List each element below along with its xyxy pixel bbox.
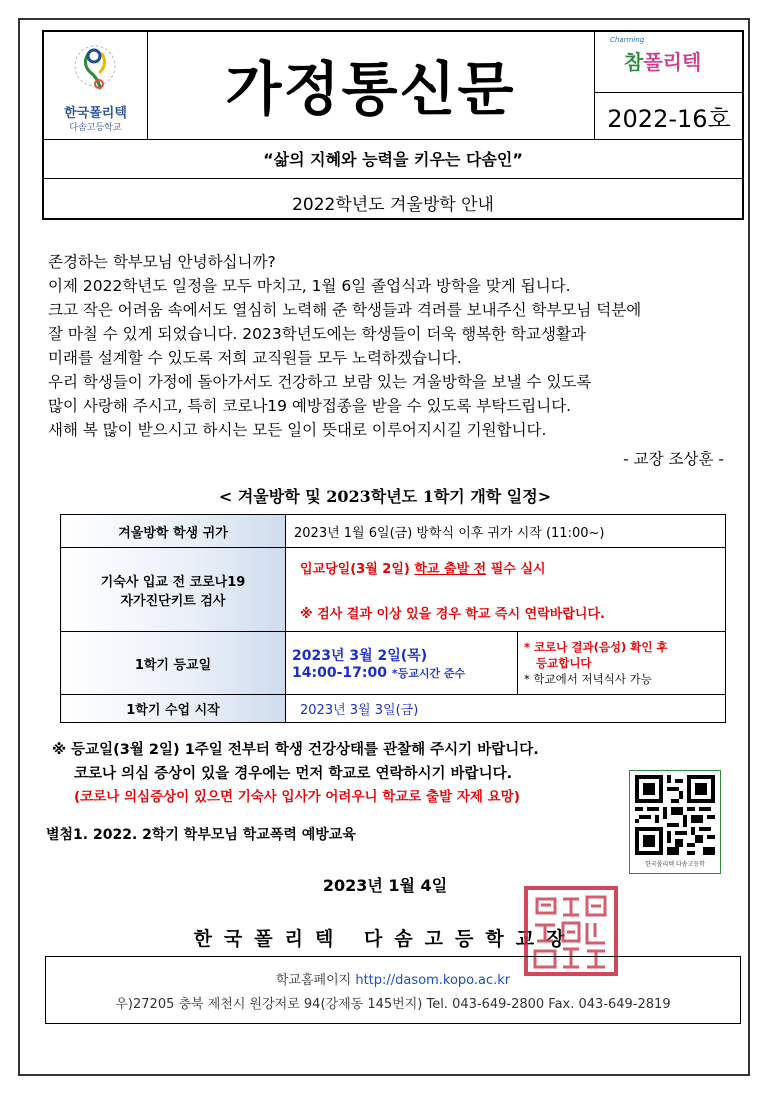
- principal-signature: - 교장 조상훈 -: [623, 450, 724, 468]
- logo-name: 한국폴리텍: [64, 106, 127, 121]
- letter-line: 이제 2022학년도 일정을 모두 마치고, 1월 6일 졸업식과 방학을 맞게 됩니다.: [48, 277, 571, 295]
- first-day-note: * 코로나 결과(음성) 확인 후: [524, 640, 668, 654]
- newsletter-subject: 2022학년도 겨울방학 안내: [292, 195, 494, 215]
- schedule-table: [60, 514, 726, 723]
- letter-line: 크고 작은 어려움 속에서도 열심히 노력해 준 학생들과 격려를 보내주신 학부모님 덕분에: [48, 301, 642, 319]
- address-line: 우)27205 충북 제천시 원강저로 94(강제동 145번지) Tel. 043-649-2800 Fax. 043-649-2819: [115, 997, 671, 1012]
- row-label: 겨울방학 학생 귀가: [61, 515, 286, 548]
- school-motto: “삶의 지혜와 능력을 키우는 다솜인”: [263, 150, 523, 169]
- qr-caption: 한국폴리텍 다솜고등학: [645, 861, 705, 868]
- issue-number: 2022-16호: [607, 105, 731, 133]
- newsletter-title: 가정통신문: [225, 55, 516, 123]
- school-principal-name: 한국폴리텍 다솜고등학교장: [193, 928, 577, 950]
- letter-line: 많이 사랑해 주시고, 특히 코로나19 예방접종을 받을 수 있도록 부탁드립니다.: [48, 397, 572, 415]
- row-value: [286, 548, 726, 632]
- homepage-line: 학교홈페이지 http://dasom.kopo.ac.kr: [275, 973, 511, 988]
- row-label: 1학기 등교일: [61, 632, 286, 695]
- row-value: 2023년 3월 3일(금): [286, 695, 726, 723]
- qr-code[interactable]: [629, 770, 721, 874]
- covid-test-note: ※ 검사 결과 이상 있을 경우 학교 즉시 연락바랍니다.: [300, 606, 605, 622]
- brand-tagline: Charming: [610, 36, 645, 44]
- letter-line: 존경하는 학부모님 안녕하십니까?: [48, 253, 276, 271]
- polytech-logo-icon: [44, 32, 147, 102]
- issue-date: 2023년 1월 4일: [322, 876, 448, 895]
- homepage-link[interactable]: http://dasom.kopo.ac.kr: [355, 973, 511, 988]
- notice-line: 코로나 의심 증상이 있을 경우에는 먼저 학교로 연락하시기 바랍니다.: [74, 766, 513, 782]
- row-label: 1학기 수업 시작: [61, 695, 286, 723]
- row-value: 2023년 1월 6일(금) 방학식 이후 귀가 시작 (11:00~): [286, 515, 726, 548]
- brand-text: 참폴리텍: [624, 50, 702, 74]
- notice-warning: (코로나 의심증상이 있으면 기숙사 입사가 어려우니 학교로 출발 자제 요망): [74, 789, 520, 805]
- letter-line: 우리 학생들이 가정에 돌아가서도 건강하고 보람 있는 겨울방학을 보낼 수 있도록: [48, 373, 592, 391]
- row-label: 기숙사 입교 전 코로나19 자가진단키트 검사: [61, 548, 286, 632]
- notice-line: ※ 등교일(3월 2일) 1주일 전부터 학생 건강상태를 관찰해 주시기 바랍니다.: [52, 742, 539, 758]
- logo-subname: 다솜고등학교: [69, 123, 122, 133]
- table-row: [61, 548, 726, 632]
- first-day-time: 14:00-17:00: [292, 665, 387, 681]
- divider: [44, 139, 742, 140]
- letter-body: [48, 250, 738, 442]
- divider: [44, 178, 742, 179]
- letter-line: 새해 복 많이 받으시고 하시는 모든 일이 뜻대로 이루어지시길 기원합니다.: [48, 421, 547, 439]
- first-day-date: 2023년 3월 2일(목): [292, 648, 428, 664]
- qr-code-icon: [635, 775, 715, 855]
- first-day-note: * 학교에서 저녁식사 가능: [524, 672, 652, 686]
- first-day-note: 등교합니다: [536, 656, 592, 670]
- table-row: [61, 695, 726, 723]
- brand-mark: [594, 32, 744, 92]
- letter-line: 미래를 설계할 수 있도록 저희 교직원들 모두 노력하겠습니다.: [48, 349, 462, 367]
- letter-line: 잘 마칠 수 있게 되었습니다. 2023학년도에는 학생들이 더욱 행복한 학교생활과: [48, 325, 586, 343]
- row-value: [286, 632, 726, 695]
- table-row: [61, 632, 726, 695]
- covid-test-instruction: 입교당일(3월 2일) 학교 출발 전 필수 실시: [300, 561, 546, 577]
- school-contact-footer: [45, 956, 741, 1024]
- first-day-time-note: *등교시간 준수: [391, 667, 466, 680]
- divider: [594, 92, 744, 93]
- school-logo: [44, 32, 147, 139]
- newsletter-header: [42, 30, 744, 220]
- attachment-note: 별첨1. 2022. 2학기 학부모님 학교폭력 예방교육: [46, 827, 356, 843]
- table-row: [61, 515, 726, 548]
- schedule-title: < 겨울방학 및 2023학년도 1학기 개학 일정>: [218, 487, 552, 506]
